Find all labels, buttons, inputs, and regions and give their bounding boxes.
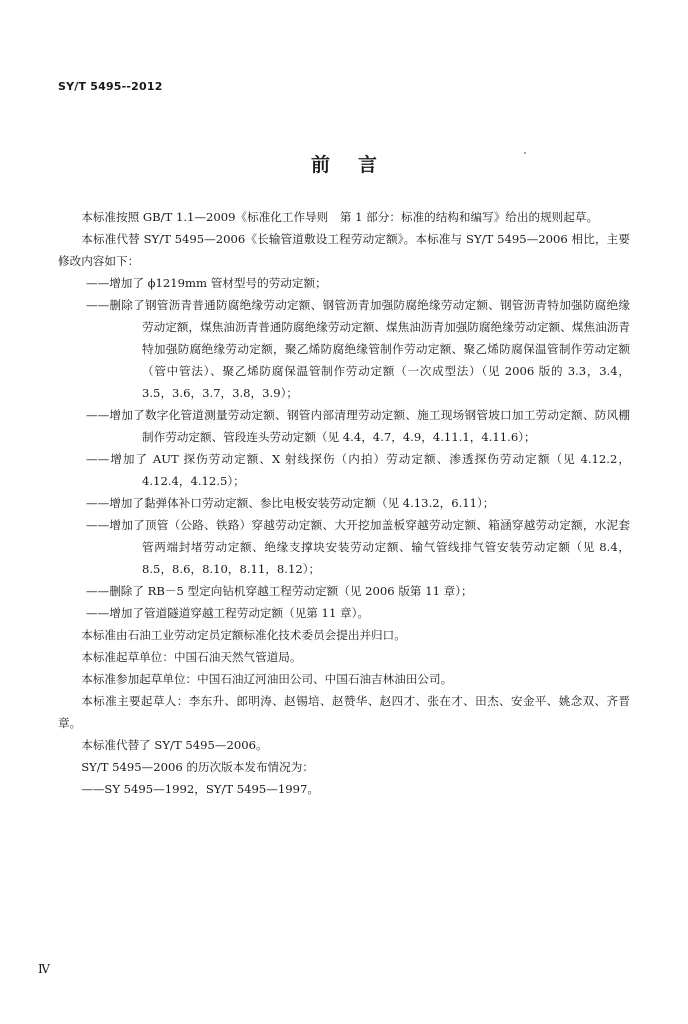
change-item: ——删除了钢管沥青普通防腐绝缘劳动定额、钢管沥青加强防腐绝缘劳动定额、钢管沥青特加强防腐绝缘劳动定额，煤焦油沥青普通防腐绝缘劳动定额、煤焦油沥青加强防腐绝缘劳动定额、煤焦油沥青特加强防腐绝缘劳动定额，聚乙烯防腐绝缘管制作劳动定额、聚乙烯防腐保温管制作劳动定额（管中管法）、聚乙烯防腐保温管制作劳动定额（一次成型法）（见 2006 版的 3.3，3.4，3.5，3.6，3.7，3.8，3.9）； [86,298,630,400]
paragraph-drafting-rules: 本标准按照 GB/T 1.1—2009《标准化工作导则 第 1 部分：标准的结构和编写》给出的规则起草。 [81,210,599,224]
page-number: Ⅳ [38,962,50,976]
change-item: ——增加了黏弹体补口劳动定额、参比电极安装劳动定额（见 4.13.2，6.11）； [86,496,495,510]
change-item: ——增加了管道隧道穿越工程劳动定额（见第 11 章）。 [86,606,369,620]
paragraph-drafters: 本标准主要起草人：李东升、郎明涛、赵锡培、赵赞华、赵四才、张在才、田杰、安金平、姚念双、齐晋章。 [58,694,630,730]
change-item: ——增加了 AUT 探伤劳动定额、X 射线探伤（内拍）劳动定额、渗透探伤劳动定额（见 4.12.2，4.12.4，4.12.5）； [86,452,630,488]
change-item: ——删除了 RB－5 型定向钻机穿越工程劳动定额（见 2006 版第 11 章）； [86,584,473,598]
change-item: ——增加了数字化管道测量劳动定额、钢管内部清理劳动定额、施工现场钢管坡口加工劳动定额、防风棚制作劳动定额、管段连头劳动定额（见 4.4，4.7，4.9，4.11.1，4.11.6）； [86,408,630,444]
change-item: ——增加了顶管（公路、铁路）穿越劳动定额、大开挖加盖板穿越劳动定额、箱涵穿越劳动定额，水泥套管两端封堵劳动定额、绝缘支撑块安装劳动定额、输气管线排气管安装劳动定额（见 8.4，8.5，8.6，8.10，8.11，8.12）； [86,518,630,576]
paragraph-history-list: ——SY 5495—1992，SY/T 5495—1997。 [81,782,319,796]
paragraph-supersedes: 本标准代替了 SY/T 5495—2006。 [81,738,268,752]
paragraph-participating-units: 本标准参加起草单位：中国石油辽河油田公司、中国石油吉林油田公司。 [81,672,453,686]
scan-speck [524,152,526,154]
standard-code-header: SY/T 5495--2012 [58,80,163,93]
page-title: 前言 [310,154,405,176]
paragraph-history-intro: SY/T 5495—2006 的历次版本发布情况为： [81,760,314,774]
paragraph-drafting-unit: 本标准起草单位：中国石油天然气管道局。 [81,650,302,664]
change-item: ——增加了 ϕ1219mm 管材型号的劳动定额； [86,276,327,290]
foreword-body [58,206,630,800]
paragraph-replacement: 本标准代替 SY/T 5495—2006《长输管道敷设工程劳动定额》。本标准与 SY/T 5495—2006 相比，主要修改内容如下： [58,232,630,268]
paragraph-proposer: 本标准由石油工业劳动定员定额标准化技术委员会提出并归口。 [81,628,406,642]
